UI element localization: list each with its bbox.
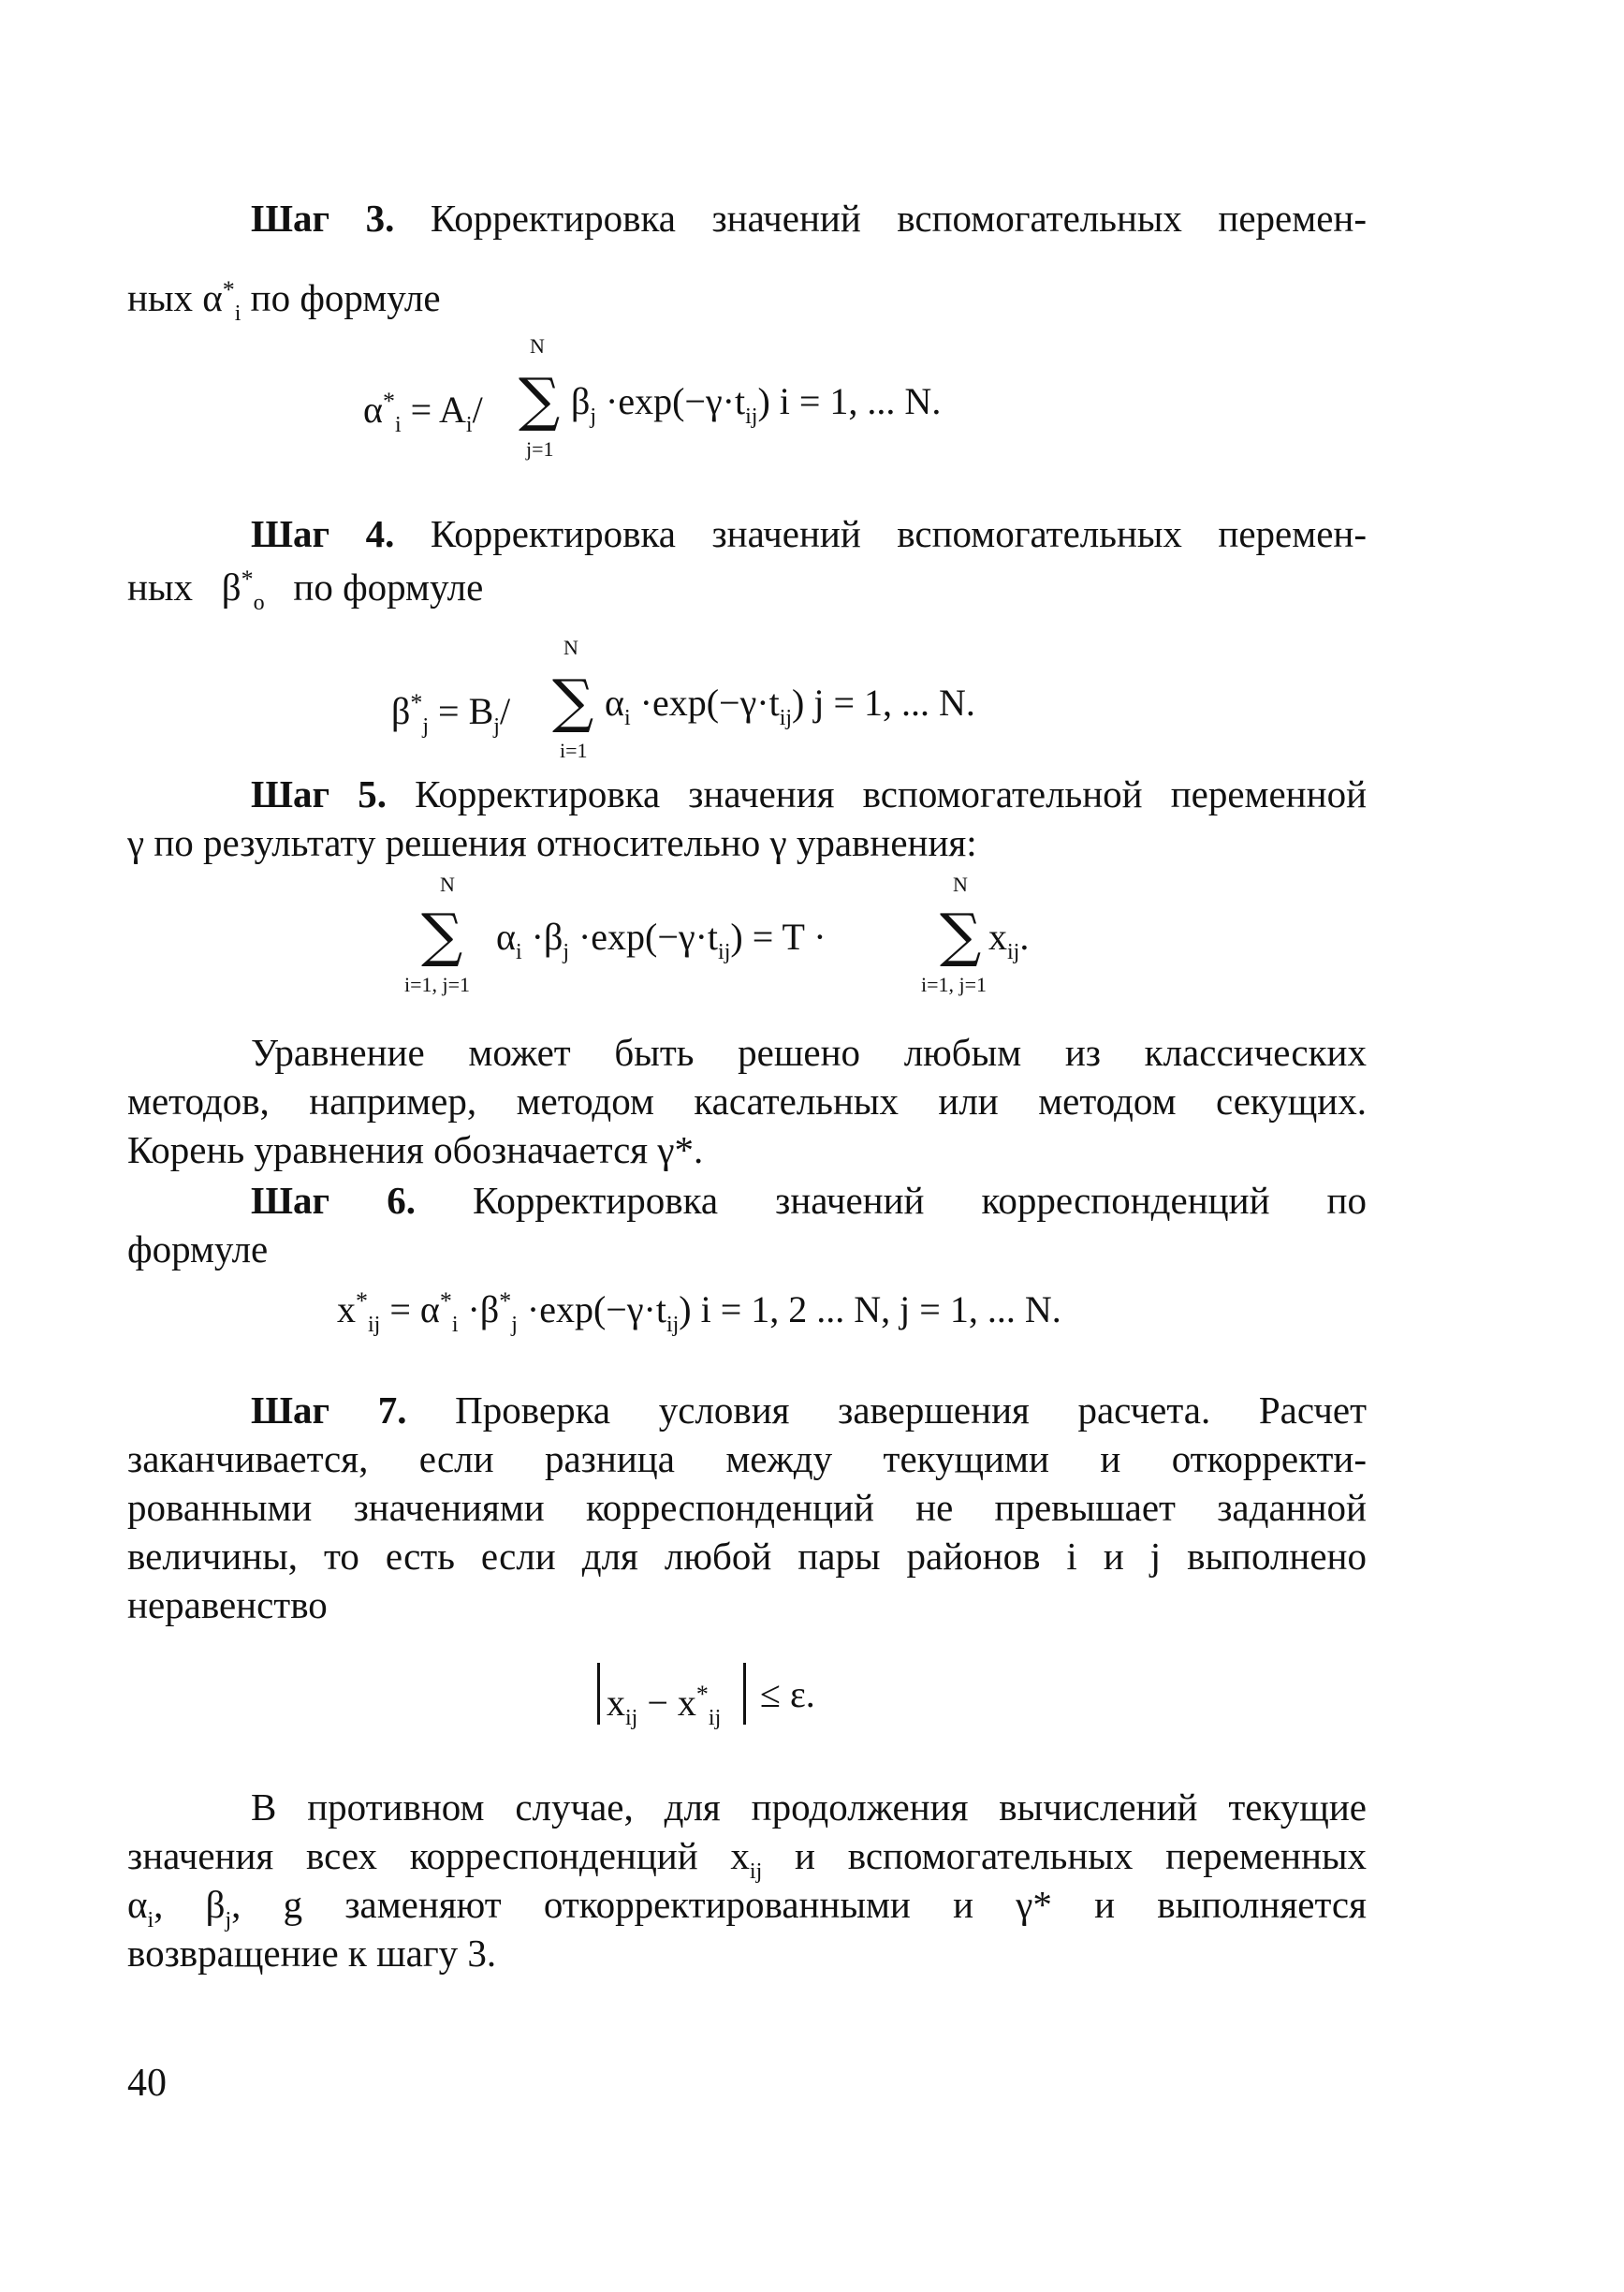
page-number: 40: [127, 2062, 167, 2105]
step7-line1: Шаг 7. Проверка условия завершения расчета. Расчет: [251, 1388, 1367, 1432]
page: Шаг 3. Корректировка значений вспомогательных перемен- ных $\alpha^*_i$ по формуле $\alpha^*_i = A_i/$ N ∑ j=1 $\beta_j \cdot\exp(-\gamma\cdot t_{ij}) i = 1$, ... N. Шаг 4. Корректировка значений вспомогательных перемен- ных $\beta^*_o$ по формуле $\beta^*_j = B_j/$ N ∑ i=1 $\alpha_i \cdot\exp(-\gamma\cdot t_{ij}) j = 1$, ... N. Шаг 5. Корректировка значения вспомогательной переменной γ по результату решения относительно γ уравнения: N ∑ i=1, j=1 $\alpha_i \cdot\beta_j \cdot\exp(-\gamma\cdot t_{ij}) = T$ · N ∑ i=1, j=1 $x_{ij}$. Уравнение может быть решено любым из классических методов, например, методом касательных или методом секущих. Корень уравнения обозначается γ*. Шаг 6. Корректировка значений корреспонденций по формуле $x^*_{ij} = \alpha^*_i \cdot\beta^*_j \cdot\exp(-\gamma\cdot t_{ij}) i = 1$, 2 ... N, j = 1, ... N. Шаг 7. Проверка условия завершения расчета. Расчет заканчивается, если разница между текущими и откорректи- рованными значениями корреспонденций не превышает заданной величины, то есть если для любой пары районов i и j выполнено неравенство $x_{ij} - x^*_{ij}$ ≤ ε. В противном случае, для продолжения вычислений текущие значения всех корреспонденций $x_{ij}$ и вспомогательных переменных $\alpha_i$, $\beta_j$, g заменяют откорректированными и γ* и выполняется возвращение к шагу 3. 40: [0, 0, 1624, 2292]
step5-line2: γ по результату решения относительно γ уравнения:: [127, 821, 977, 864]
sum-symbol: ∑: [552, 667, 594, 735]
sum-symbol: ∑: [421, 901, 463, 969]
para1-line3: Корень уравнения обозначается γ*.: [127, 1128, 704, 1171]
step6-line1: Шаг 6. Корректировка значений корреспонденций по: [251, 1179, 1367, 1222]
step7-line3: рованными значениями корреспонденций не превышает заданной: [127, 1486, 1367, 1529]
step7-line2: заканчивается, если разница между текущими и откорректи-: [127, 1437, 1367, 1480]
step4-line2: ных $\beta^*_o$ по формуле: [127, 566, 484, 615]
step5-line1: Шаг 5. Корректировка значения вспомогательной переменной: [251, 772, 1368, 815]
step7-line4: величины, то есть если для любой пары районов i и j выполнено: [127, 1535, 1367, 1578]
sum-symbol: ∑: [940, 901, 982, 969]
step4-line1: Шаг 4. Корректировка значений вспомогательных перемен-: [251, 512, 1367, 555]
step7-line5: неравенство: [127, 1583, 328, 1626]
para2-line1: В противном случае, для продолжения вычислений текущие: [251, 1785, 1367, 1829]
step3-line2: ных $\alpha^*_i$ по формуле: [127, 276, 441, 326]
step3-line1: Шаг 3. Корректировка значений вспомогательных перемен-: [251, 197, 1367, 240]
para1-line1: Уравнение может быть решено любым из классических: [251, 1031, 1367, 1074]
para1-line2: методов, например, методом касательных или методом секущих.: [127, 1080, 1367, 1123]
sum-symbol: ∑: [519, 365, 561, 433]
step6-line2: формуле: [127, 1227, 269, 1271]
para2-line4: возвращение к шагу 3.: [127, 1932, 497, 1975]
para2-line2: значения всех корреспонденций $x_{ij}$ и вспомогательных переменных: [127, 1834, 1367, 1884]
para2-line3: $\alpha_i$, $\beta_j$, g заменяют откорректированными и γ* и выполняется: [127, 1883, 1367, 1932]
